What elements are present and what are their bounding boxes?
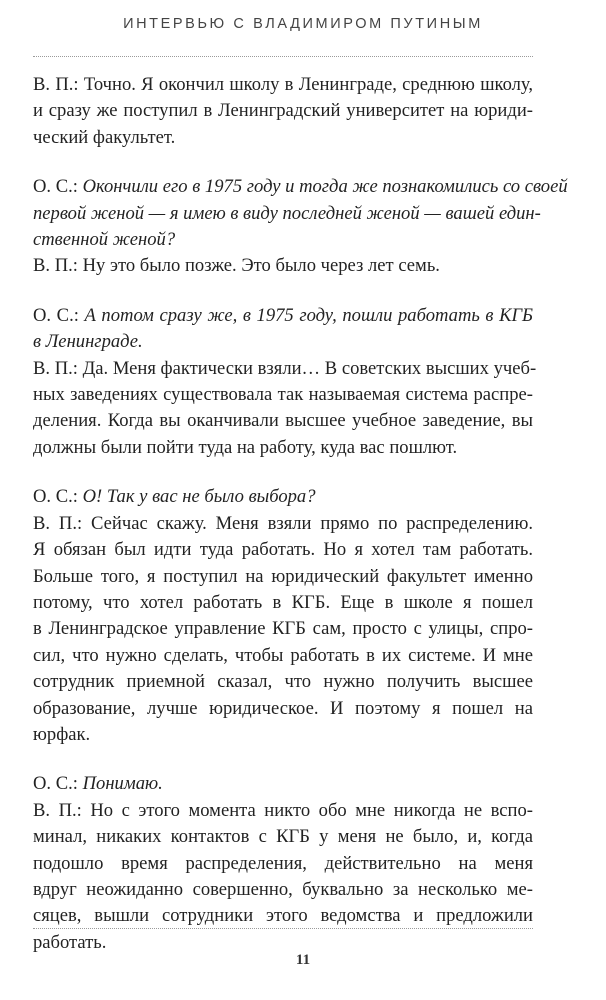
speaker-label: В. П.: [33, 74, 84, 95]
page-number: 11 [295, 952, 311, 968]
question-line [33, 329, 533, 355]
line-text: подошло время распределения, действительно на меня [33, 852, 533, 874]
answer-line [33, 696, 533, 722]
exchange-block [33, 303, 537, 461]
line-text: ственной женой? [33, 229, 176, 251]
line-text: А потом сразу же, в 1975 году, пошли работать в КГБ [84, 304, 533, 326]
question-line [33, 771, 533, 797]
speaker-label: В. П.: [33, 357, 83, 379]
question-line [33, 227, 533, 253]
question-line [33, 484, 533, 510]
line-text: Сейчас скажу. Меня взяли прямо по распределению. [91, 512, 533, 534]
footer-rule [33, 928, 533, 929]
answer-line [33, 537, 533, 563]
question-line [33, 201, 541, 227]
running-header: ИНТЕРВЬЮ С ВЛАДИМИРОМ ПУТИНЫМ [123, 16, 483, 32]
answer-line [33, 72, 533, 98]
answer-line [33, 903, 533, 929]
line-text: сяцев, вышли сотрудники этого ведомства и предложили [33, 905, 533, 927]
answer-line [33, 824, 533, 850]
line-text: в Ленинградское управление КГБ сам, просто с улицы, спро- [33, 618, 533, 640]
line-text: юрфак. [33, 723, 91, 745]
answer-line [33, 382, 533, 408]
speaker-label: В. П.: [33, 255, 83, 277]
header-rule [33, 56, 533, 57]
exchange-block [33, 72, 533, 151]
answer-line [33, 669, 533, 695]
line-text: Да. Меня фактически взяли… В советских высших учеб- [82, 357, 537, 379]
line-text: О! Так у вас не было выбора? [82, 486, 316, 508]
question-line [33, 174, 568, 200]
speaker-label: О. С.: [33, 773, 83, 795]
answer-line [33, 125, 533, 151]
answer-line [33, 643, 533, 669]
line-text: Больше того, я поступил на юридический факультет именно [33, 565, 533, 587]
line-text: Но с этого момента никто обо мне никогда не вспо- [90, 799, 533, 821]
line-text: минал, никаких контактов с КГБ у меня не было, и, когда [33, 826, 533, 848]
line-text: должны были пойти туда на работу, куда вас пошлют. [33, 436, 458, 458]
speaker-label: В. П.: [33, 799, 91, 821]
answer-line [33, 98, 533, 124]
answer-line [33, 851, 533, 877]
line-text: Окончили его в 1975 году и тогда же познакомились со своей [82, 176, 568, 198]
answer-line [33, 722, 533, 748]
line-text: работать. [33, 931, 107, 953]
question-line [33, 303, 533, 329]
answer-line [33, 564, 533, 590]
line-text: вдруг неожиданно совершенно, буквально за несколько ме- [33, 878, 533, 900]
line-text: ческий факультет. [33, 126, 176, 148]
speaker-label: В. П.: [33, 512, 92, 534]
answer-line [33, 877, 533, 903]
line-text: потому, что хотел работать в КГБ. Еще в школе я пошел [33, 591, 533, 613]
line-text: деления. Когда вы оканчивали высшее учебное заведение, вы [33, 410, 533, 432]
speaker-label: О. С.: [33, 304, 85, 326]
answer-line [33, 356, 537, 382]
line-text: Точно. Я окончил школу в Ленинграде, среднюю школу, [83, 74, 534, 95]
exchange-block [33, 174, 568, 280]
line-text: Ну это было позже. Это было через лет семь. [82, 255, 440, 277]
line-text: в Ленинграде. [33, 331, 143, 353]
line-text: образование, лучше юридическое. И поэтому я пошел на [33, 697, 533, 719]
interview-text [33, 72, 568, 979]
answer-line [33, 511, 533, 537]
speaker-label: О. С.: [33, 486, 83, 508]
exchange-block [33, 484, 533, 748]
speaker-label: О. С.: [33, 176, 83, 198]
answer-line [33, 798, 533, 824]
line-text: Понимаю. [82, 773, 163, 795]
answer-line [33, 253, 533, 279]
line-text: сотрудник приемной сказал, что нужно получить высшее [33, 671, 533, 693]
line-text: и сразу же поступил в Ленинградский университет на юриди- [33, 100, 533, 122]
answer-line [33, 590, 533, 616]
line-text: первой женой — я имею в виду последней женой — вашей един- [33, 202, 541, 224]
line-text: сил, что нужно сделать, чтобы работать в их системе. И мне [33, 644, 533, 666]
line-text: ных заведениях существовала так называемая система распре- [33, 384, 533, 406]
line-text: Я обязан был идти туда работать. Но я хотел там работать. [33, 539, 533, 561]
answer-line [33, 408, 533, 434]
answer-line [33, 616, 533, 642]
answer-line [33, 435, 533, 461]
